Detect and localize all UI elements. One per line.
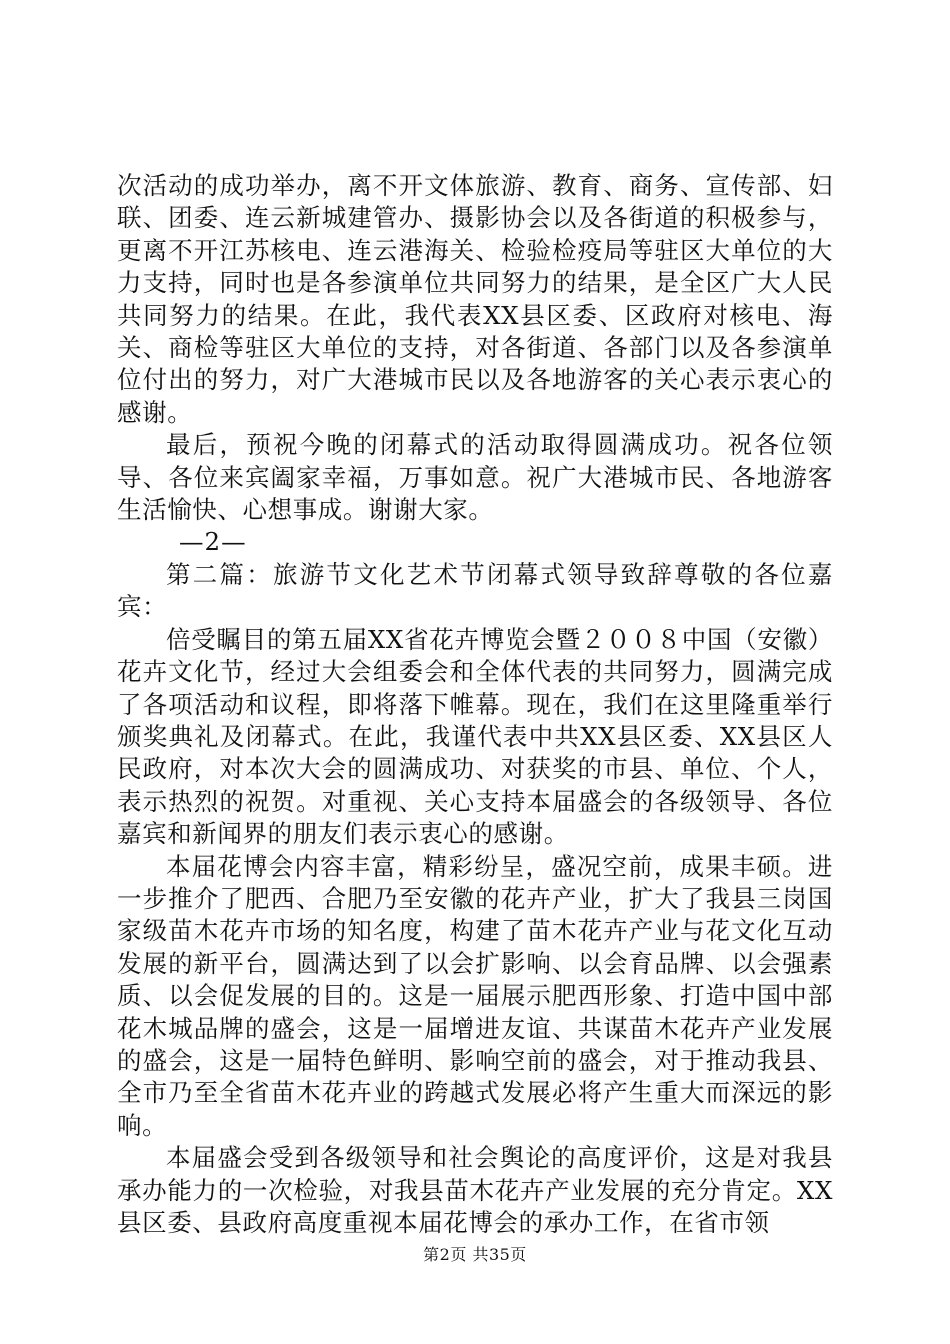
paragraph-closing-wishes: 最后，预祝今晚的闭幕式的活动取得圆满成功。祝各位领导、各位来宾阖家幸福，万事如意。祝广大港城市民、各地游客生活愉快、心想事成。谢谢大家。	[117, 430, 833, 525]
page-footer: 第2页 共35页	[423, 1245, 527, 1264]
inline-page-number: —2—	[179, 527, 247, 557]
paragraph-evaluation: 本届盛会受到各级领导和社会舆论的高度评价，这是对我县承办能力的一次检验，对我县苗木花卉产业发展的充分肯定。XX县区委、县政府高度重视本届花博会的承办工作，在省市领	[117, 1143, 833, 1237]
paragraph-achievements: 本届花博会内容丰富，精彩纷呈，盛况空前，成果丰硕。进一步推介了肥西、合肥乃至安徽的花卉产业，扩大了我县三岗国家级苗木花卉市场的知名度，构建了苗木花卉产业与花文化互动发展的新平台，圆满达到了以会扩影响、以会育品牌、以会强素质、以会促发展的目的。这是一届展示肥西形象、打造中国中部花木城品牌的盛会，这是一届增进友谊、共谋苗木花卉产业发展的盛会，这是一届特色鲜明、影响空前的盛会，对于推动我县、全市乃至全省苗木花卉业的跨越式发展必将产生重大而深远的影响。	[117, 851, 833, 1140]
document-body	[117, 170, 833, 1239]
section-heading-paragraph: 第二篇：旅游节文化艺术节闭幕式领导致辞尊敬的各位嘉宾：	[117, 559, 833, 622]
paragraph-continuation: 次活动的成功举办，离不开文体旅游、教育、商务、宣传部、妇联、团委、连云新城建管办、摄影协会以及各街道的积极参与，更离不开江苏核电、连云港海关、检验检疫局等驻区大单位的大力支持，同时也是各参演单位共同努力的结果，是全区广大人民共同努力的结果。在此，我代表XX县区委、区政府对核电、海关、商检等驻区大单位的支持，对各街道、各部门以及各参演单位付出的努力，对广大港城市民以及各地游客的关心表示衷心的感谢。	[117, 171, 833, 427]
paragraph-opening: 倍受瞩目的第五届XX省花卉博览会暨２００８中国（安徽）花卉文化节，经过大会组委会和全体代表的共同努力，圆满完成了各项活动和议程，即将落下帷幕。现在，我们在这里隆重举行颁奖典礼及闭幕式。在此，我谨代表中共XX县区委、XX县区人民政府，对本次大会的圆满成功、对获奖的市县、单位、个人，表示热烈的祝贺。对重视、关心支持本届盛会的各级领导、各位嘉宾和新闻界的朋友们表示衷心的感谢。	[117, 624, 833, 849]
